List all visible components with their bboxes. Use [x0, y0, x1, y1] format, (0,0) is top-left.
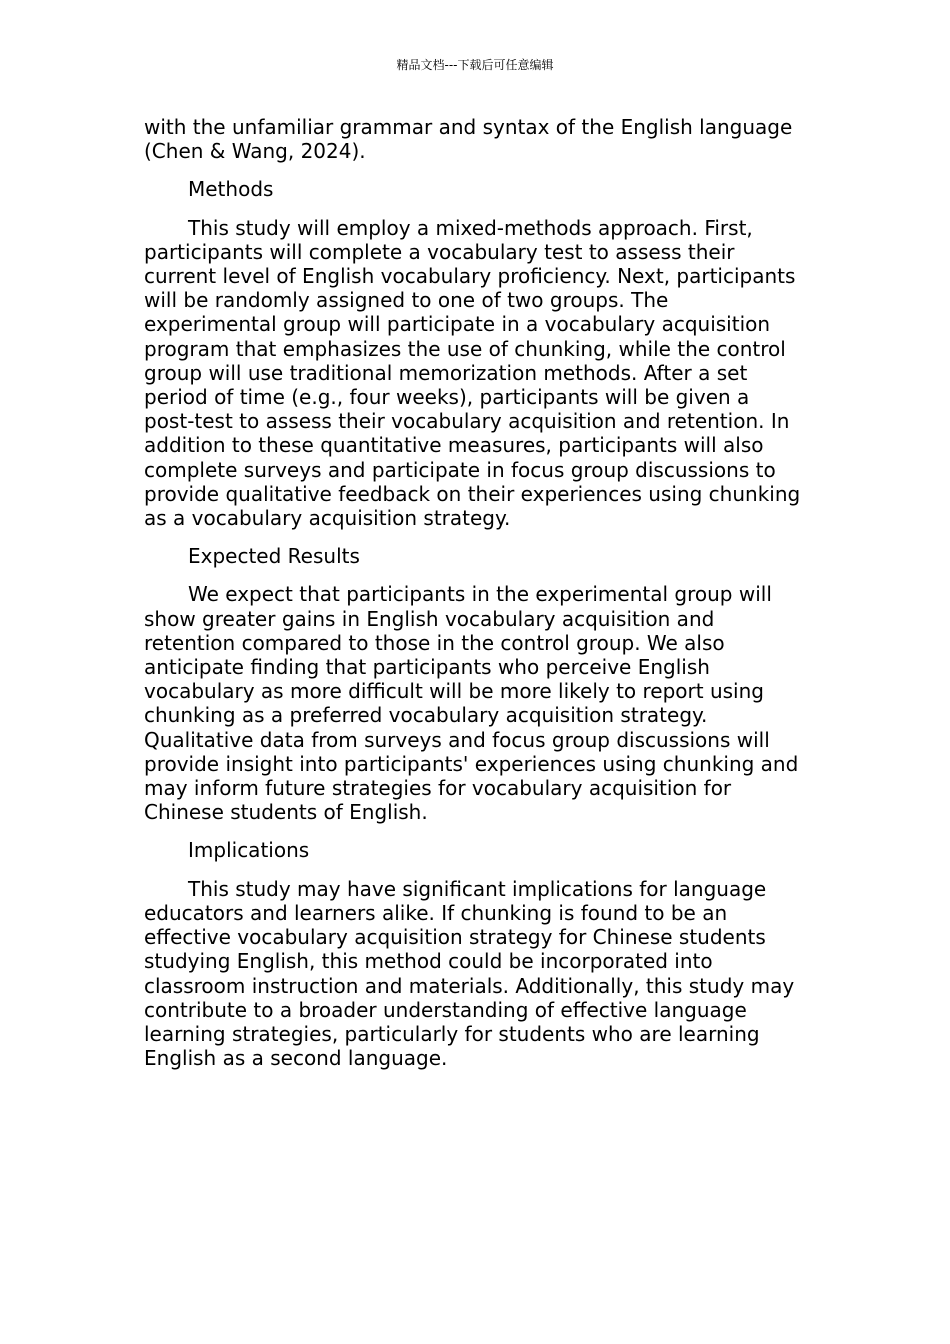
section-heading-expected-results: Expected Results — [188, 544, 360, 569]
document-body — [144, 115, 806, 1084]
methods-paragraph: This study will employ a mixed-methods approach. First, participants will complete a vocabulary test to assess their current level of English vocabulary proficiency. Next, participants will be randomly assigned to one of two groups. The experimental group will participate in a vocabulary acquisition program that emphasizes the use of chunking, while the control group will use traditional memorization methods. After a set period of time (e.g., four weeks), participants will be given a post-test to assess their vocabulary acquisition and retention. In addition to these quantitative measures, participants will also complete surveys and participate in focus group discussions to provide qualitative feedback on their experiences using chunking as a vocabulary acquisition strategy. — [144, 215, 801, 531]
section-heading-implications: Implications — [188, 838, 310, 863]
page-header: 精品文档---下载后可任意编辑 — [396, 58, 554, 72]
intro-paragraph-continuation: with the unfamiliar grammar and syntax of the English language (Chen & Wang, 2024). — [144, 115, 793, 164]
section-heading-methods: Methods — [188, 177, 274, 202]
implications-paragraph: This study may have significant implications for language educators and learners alike. If chunking is found to be an effective vocabulary acquisition strategy for Chinese students studying English, this method could be incorporated into classroom instruction and materials. Additionally, this study may contribute to a broader understanding of effective language learning strategies, particularly for students who are learning English as a second language. — [144, 876, 795, 1071]
expected-results-paragraph: We expect that participants in the experimental group will show greater gains in English vocabulary acquisition and retention compared to those in the control group. We also anticipate finding that participants who perceive English vocabulary as more difficult will be more likely to report using chunking as a preferred vocabulary acquisition strategy. Qualitative data from surveys and focus group discussions will provide insight into participants' experiences using chunking and may inform future strategies for vocabulary acquisition for Chinese students of English. — [144, 582, 799, 825]
